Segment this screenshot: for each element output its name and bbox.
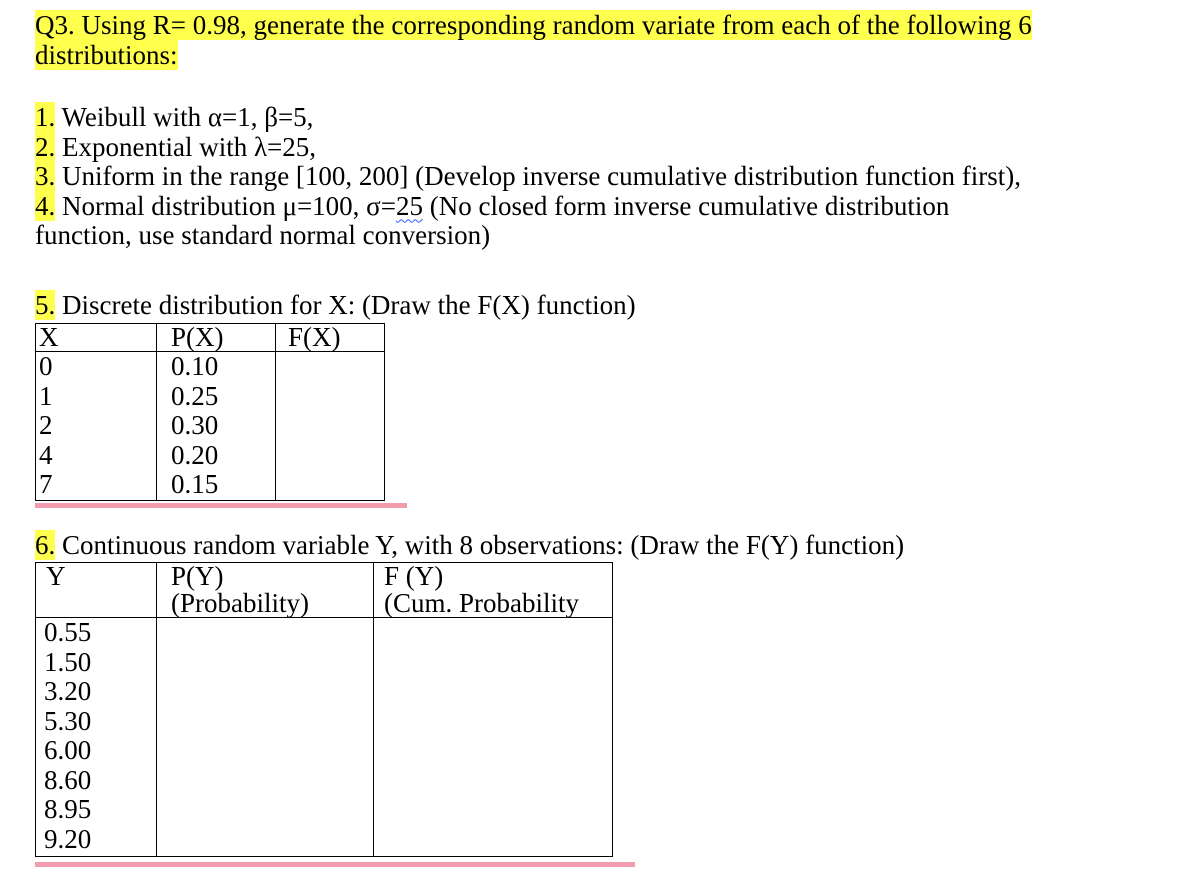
item-text-4: Normal distribution μ=100, σ= [62,190,396,221]
item-text-1: Weibull with α=1, β=5, [61,102,314,132]
discrete-distribution-table [35,323,385,501]
item-number-3: 3. [35,161,56,191]
item-sigma-value: 25 [395,190,423,221]
item-text-3: Uniform in the range [100, 200] (Develop inverse cumulative distribution function first), [62,161,1022,191]
table-cell: 0.30 [171,410,219,440]
item-number-4: 4. [35,190,56,221]
header-fy-line2: (Cum. Probability [384,588,579,618]
section6-heading-text: Continuous random variable Y, with 8 observations: (Draw the F(Y) function) [55,530,905,560]
p-values-cell [157,352,276,501]
table-cell: 7 [39,469,53,499]
table-header-row [36,324,385,352]
table-cell: 0 [39,351,53,381]
item-text-2: Exponential with λ=25, [62,131,317,162]
question-title [35,10,1185,70]
header-py-line1: P(Y) [171,561,224,591]
distribution-list [35,103,1021,251]
header-x: X [36,324,157,352]
table-cell: 2 [39,410,53,440]
py-values-cell-empty [157,618,374,857]
list-item-weibull [35,103,1021,133]
header-px: P(X) [157,324,276,352]
table-cell: 8.60 [44,764,92,795]
f-values-cell-empty [276,352,385,501]
item-number-1: 1. [35,102,56,132]
x-values-cell [36,352,157,501]
item-text-4-rest: (No closed form inverse cumulative distribution [422,190,950,221]
table-cell: 1 [39,380,53,411]
table-body-row [36,352,385,501]
fy-values-cell-empty [374,618,613,857]
section5-number: 5. [35,290,56,320]
table-cell: 0.15 [171,469,219,499]
section5-heading-text: Discrete distribution for X: (Draw the F(X) function) [55,290,636,320]
header-py [157,563,374,618]
table-cell: 5.30 [44,705,92,736]
section6-underline [35,862,635,867]
table-cell: 0.20 [171,439,219,470]
table-cell: 4 [39,439,53,470]
table-cell: 3.20 [44,676,92,706]
table-cell: 6.00 [44,735,92,765]
list-item-normal [35,192,1021,222]
table-cell: 0.25 [171,380,219,411]
table-cell: 0.55 [44,617,92,647]
question-title-line2: distributions: [35,40,178,70]
table-cell: 9.20 [44,823,92,854]
question-title-line1: Q3. Using R= 0.98, generate the corresponding random variate from each of the following 6 [35,10,1032,40]
header-fy [374,563,613,618]
header-fy-line1: F (Y) [384,561,444,591]
list-item-normal-continued: function, use standard normal conversion) [35,220,491,250]
table-cell: 1.50 [44,646,92,677]
header-fx: F(X) [276,324,385,352]
table-cell: 0.10 [171,351,219,381]
section5-underline [35,503,407,508]
table-header-row [36,563,613,618]
header-py-line2: (Probability) [171,588,309,618]
section6-number: 6. [35,530,56,560]
list-item-exponential [35,133,1021,163]
header-y: Y [36,563,157,618]
list-item-uniform [35,162,1021,192]
item-number-2: 2. [35,131,56,162]
continuous-variable-table [35,562,613,857]
table-cell: 8.95 [44,794,92,824]
y-values-cell [36,618,157,857]
section6-heading [35,530,904,560]
table-body-row [36,618,613,857]
document-page [35,10,1185,854]
section5-heading [35,290,636,320]
